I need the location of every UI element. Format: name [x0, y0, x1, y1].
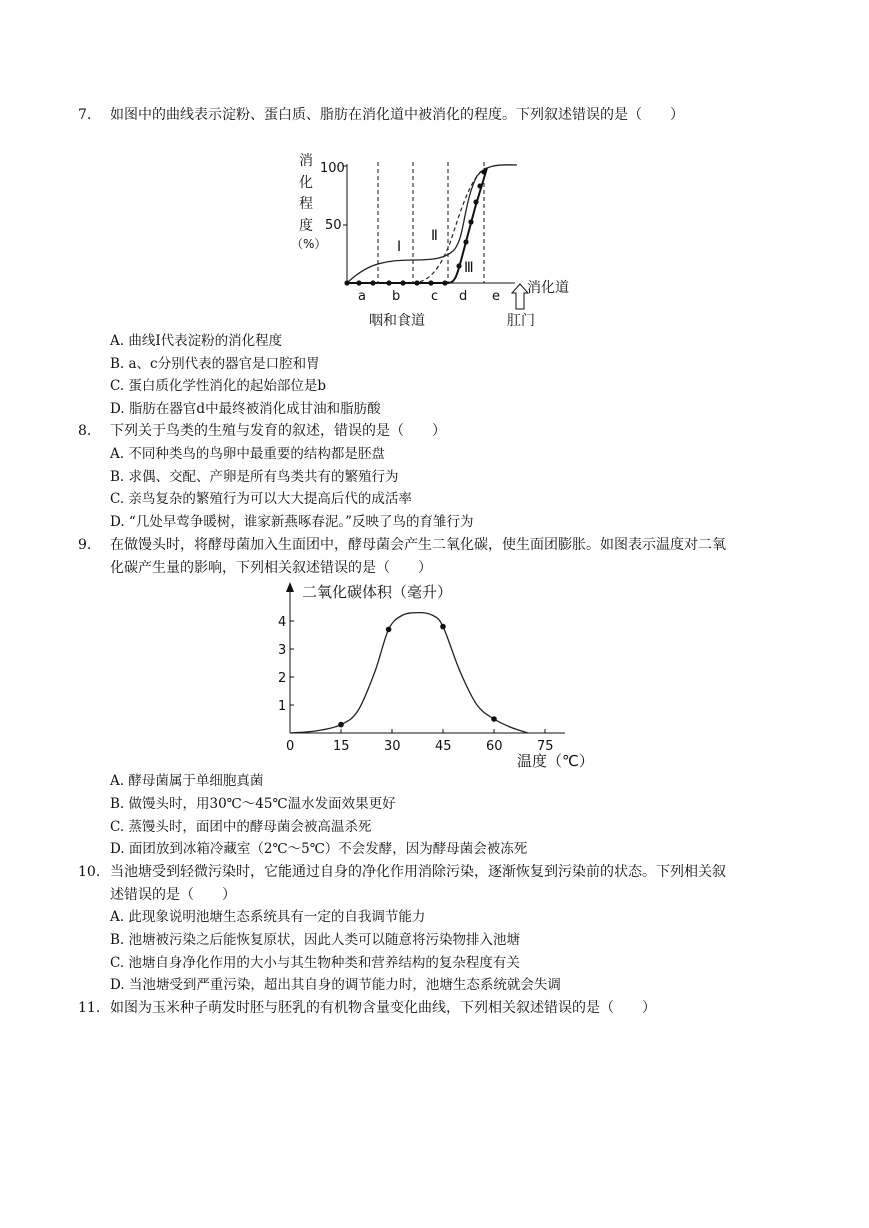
x-tick-label: 75: [537, 739, 554, 754]
x-tick-label: 45: [435, 739, 452, 754]
y-tick-label: 3: [278, 643, 287, 658]
data-point: [386, 280, 391, 285]
data-point: [356, 280, 361, 285]
data-point: [344, 280, 349, 285]
y-axis-arrow-icon: [286, 582, 294, 592]
bottom-right-label: 肛门: [507, 313, 535, 329]
curve-II: [413, 168, 485, 283]
option[interactable]: A. 不同种类鸟的鸟卵中最重要的结构都是胚盘: [110, 446, 385, 462]
ylabel-char: 消: [299, 153, 313, 169]
organ-label: d: [459, 289, 468, 304]
bottom-left-label: 咽和食道: [369, 313, 425, 329]
question-number: 8.: [78, 423, 92, 439]
ytick-100: 100: [320, 161, 345, 176]
question-text: 如图为玉米种子萌发时胚与胚乳的有机物含量变化曲线，下列相关叙述错误的是（ ）: [110, 1000, 656, 1016]
co2-curve: [290, 613, 528, 733]
data-point: [414, 280, 419, 285]
curve-label-III: Ⅲ: [464, 260, 474, 276]
organ-label: e: [492, 289, 500, 304]
organ-label: c: [431, 289, 439, 304]
option[interactable]: D. 脂肪在器官d中最终被消化成甘油和脂肪酸: [110, 401, 381, 417]
ylabel-char: 化: [299, 175, 313, 191]
option[interactable]: B. 做馒头时，用30℃～45℃温水发面效果更好: [110, 796, 396, 812]
y-tick-label: 4: [278, 615, 287, 630]
data-point: [338, 722, 344, 728]
data-point: [463, 239, 468, 244]
ylabel-unit: （%）: [291, 237, 327, 251]
digestion-figure: [285, 148, 585, 333]
data-point: [491, 716, 497, 722]
question-number: 11.: [78, 1000, 101, 1016]
option[interactable]: C. 蒸馒头时，面团中的酵母菌会被高温杀死: [110, 819, 372, 835]
ylabel-char: 度: [299, 218, 313, 234]
x-tick-label: 15: [333, 739, 350, 754]
option[interactable]: C. 亲鸟复杂的繁殖行为可以大大提高后代的成活率: [110, 491, 412, 507]
up-arrow-icon: [512, 284, 528, 309]
x-tick-label: 60: [486, 739, 503, 754]
option[interactable]: D. 当池塘受到严重污染，超出其自身的调节能力时，池塘生态系统就会失调: [110, 977, 561, 993]
xaxis-label: 消化道: [527, 280, 569, 296]
x-tick-label: 30: [384, 739, 401, 754]
ylabel-char: 程: [299, 196, 313, 212]
data-point: [370, 280, 375, 285]
data-point: [481, 169, 486, 174]
option[interactable]: D. 面团放到冰箱冷藏室（2℃～5℃）不会发酵，因为酵母菌会被冻死: [110, 841, 528, 857]
question-text: 当池塘受到轻微污染时，它能通过自身的净化作用消除污染，逐渐恢复到污染前的状态。下列相关叙: [110, 864, 726, 880]
question-9-line2: 化碳产生量的影响，下列相关叙述错误的是（ ）: [110, 560, 432, 576]
question-10-line2: 述错误的是（ ）: [110, 887, 236, 903]
x-tick-label: 0: [286, 739, 295, 754]
question-text: 在做馒头时，将酵母菌加入生面团中，酵母菌会产生二氧化碳，使生面团膨胀。如图表示温度对二氧: [110, 537, 726, 553]
data-point: [400, 280, 405, 285]
data-point: [442, 280, 447, 285]
data-point: [456, 263, 461, 268]
data-point: [386, 627, 392, 633]
option[interactable]: C. 池塘自身净化作用的大小与其生物种类和营养结构的复杂程度有关: [110, 955, 520, 971]
chart-title: 二氧化碳体积（毫升）: [302, 583, 453, 601]
co2-chart: [278, 576, 608, 772]
data-point: [473, 199, 478, 204]
question-text: 如图中的曲线表示淀粉、蛋白质、脂肪在消化道中被消化的程度。下列叙述错误的是（ ）: [110, 107, 684, 123]
x-axis-label: 温度（℃）: [517, 752, 594, 770]
y-tick-label: 2: [278, 671, 287, 686]
curve-label-II: Ⅱ: [431, 228, 438, 244]
question-number: 10.: [78, 864, 101, 880]
option[interactable]: D. “几处早莺争暖树，谁家新燕啄春泥。”反映了鸟的育雏行为: [110, 514, 474, 530]
option[interactable]: A. 此现象说明池塘生态系统具有一定的自我调节能力: [110, 909, 426, 925]
option[interactable]: C. 蛋白质化学性消化的起始部位是b: [110, 378, 327, 394]
y-tick-label: 1: [278, 699, 287, 714]
question-number: 9.: [78, 537, 92, 553]
curve-I: [347, 165, 517, 283]
question-number: 7.: [78, 107, 92, 123]
ytick-50: 50: [325, 218, 342, 233]
data-point: [428, 280, 433, 285]
organ-label: a: [358, 289, 366, 304]
option[interactable]: B. 池塘被污染之后能恢复原状，因此人类可以随意将污染物排入池塘: [110, 932, 521, 948]
option[interactable]: B. 求偶、交配、产卵是所有鸟类共有的繁殖行为: [110, 469, 399, 485]
option[interactable]: A. 酵母菌属于单细胞真菌: [110, 773, 264, 789]
data-point: [440, 624, 446, 630]
data-point: [468, 219, 473, 224]
curve-label-I: Ⅰ: [397, 239, 402, 255]
option[interactable]: B. a、c分别代表的器官是口腔和胃: [110, 356, 320, 372]
question-text: 下列关于鸟类的生殖与发育的叙述，错误的是（ ）: [110, 423, 446, 439]
data-point: [477, 183, 482, 188]
option[interactable]: A. 曲线Ⅰ代表淀粉的消化程度: [110, 333, 283, 349]
organ-label: b: [392, 289, 401, 304]
